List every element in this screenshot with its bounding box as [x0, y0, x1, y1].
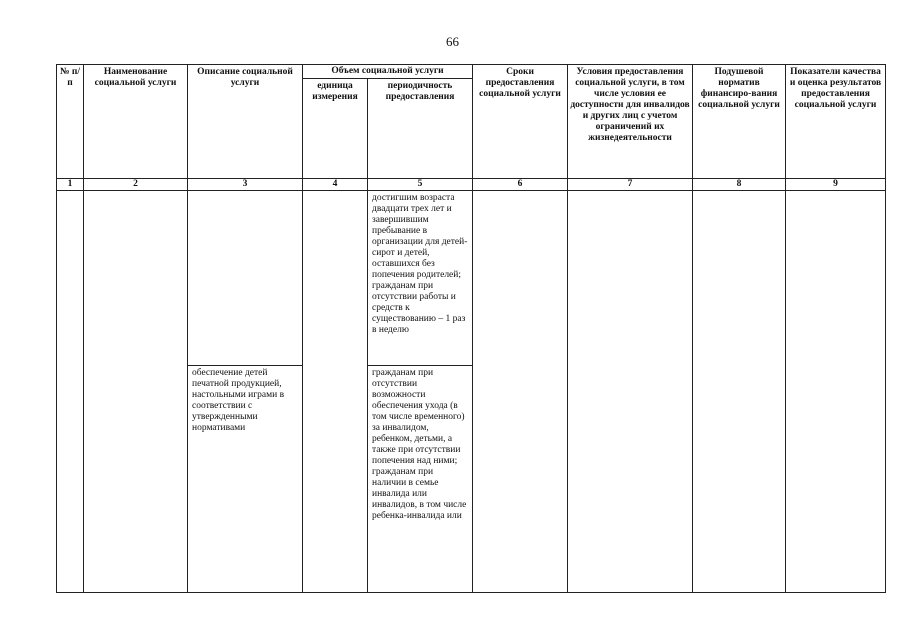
header-number: № п/п	[57, 65, 84, 179]
cell-unit	[303, 191, 368, 593]
cell-conditions	[568, 191, 693, 593]
description-text: обеспечение детей печатной продукцией, настольными играми в соответствии с утвержденными нормативами	[192, 368, 285, 433]
periodicity-text-upper: достигшим возраста двадцати трех лет и завершившим пребывание в организации для детей-сирот и детей, оставшихся без попечения родителей; гражданам при отсутствии работы и средств к существованию – 1 раз в неделю	[368, 191, 472, 366]
header-row-1	[57, 65, 886, 79]
header-funding-norm: Подушевой норматив финансиро-вания социальной услуги	[693, 65, 786, 179]
cell-service-description	[188, 191, 303, 593]
column-number: 8	[693, 179, 786, 191]
body-row	[57, 191, 886, 593]
column-number: 4	[303, 179, 368, 191]
page-number: 66	[446, 34, 459, 49]
cell-number	[57, 191, 84, 593]
column-number: 2	[84, 179, 188, 191]
column-number: 3	[188, 179, 303, 191]
column-number-row	[57, 179, 886, 191]
cell-service-name	[84, 191, 188, 593]
cell-terms	[473, 191, 568, 593]
social-services-table	[56, 64, 886, 593]
column-number: 9	[786, 179, 886, 191]
cell-periodicity	[368, 191, 473, 593]
header-terms: Сроки предоставления социальной услуги	[473, 65, 568, 179]
header-periodicity: периодичность предоставления	[368, 79, 473, 179]
cell-quality-indicators	[786, 191, 886, 593]
header-quality-indicators: Показатели качества и оценка результатов предоставления социальной услуги	[786, 65, 886, 179]
cell-funding-norm	[693, 191, 786, 593]
column-number: 5	[368, 179, 473, 191]
header-service-name: Наименование социальной услуги	[84, 65, 188, 179]
periodicity-text-lower: гражданам при отсутствии возможности обеспечения ухода (в том числе временного) за инвалидом, ребенком, детьми, а также при отсутствии попечения над ними; гражданам при наличии в семье инвалида или инвалидов, в том числе ребенка-инвалида или	[372, 368, 467, 521]
header-conditions: Условия предоставления социальной услуги, в том числе условия ее доступности для инвалидов и других лиц с учетом ограничений их жизнедеятельности	[568, 65, 693, 179]
column-number: 1	[57, 179, 84, 191]
header-service-volume: Объем социальной услуги	[303, 65, 473, 79]
description-upper-segment	[188, 191, 302, 366]
header-service-description: Описание социальной услуги	[188, 65, 303, 179]
column-number: 6	[473, 179, 568, 191]
column-number: 7	[568, 179, 693, 191]
header-unit: единица измерения	[303, 79, 368, 179]
